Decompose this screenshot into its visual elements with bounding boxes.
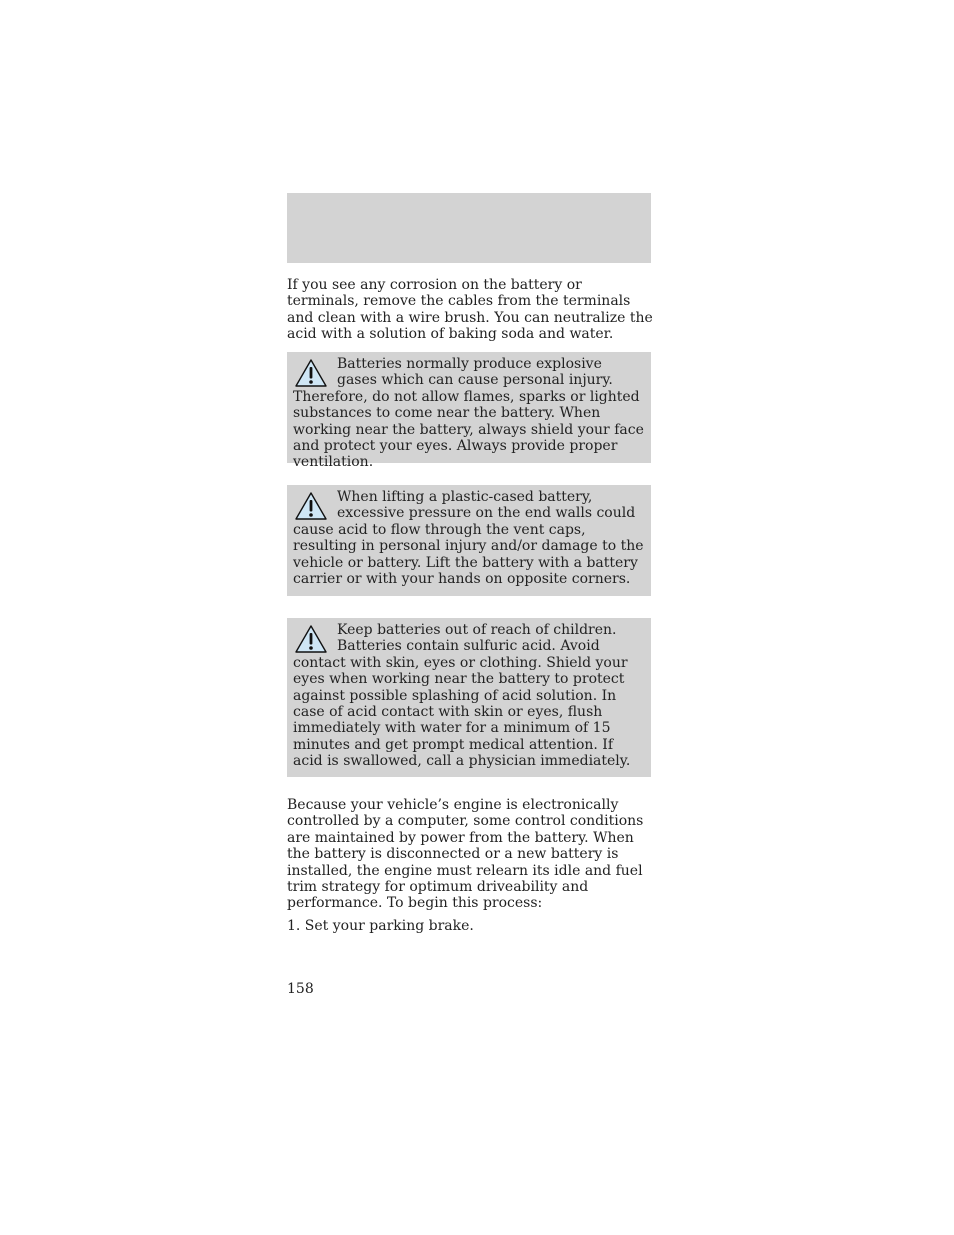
- warning-text: Batteries normally produce explosive gases which can cause personal injury. Therefore, do not allow flames, sparks or lighted substances to come near the battery. When working near the battery, always shield your face and protect your eyes. Always provide proper ventilation.: [293, 356, 644, 471]
- warning-triangle-icon: [294, 491, 328, 521]
- warning-box-lifting-battery: [287, 485, 651, 596]
- warning-text: When lifting a plastic-cased battery, excessive pressure on the end walls could cause acid to flow through the vent caps, resulting in personal injury and/or damage to the vehicle or battery. Lift the battery with a battery carrier or with your hands on opposite corners.: [293, 489, 644, 588]
- page-number: 158: [287, 981, 314, 997]
- section-header-band: [287, 193, 651, 263]
- warning-box-sulfuric-acid: [287, 618, 651, 777]
- warning-triangle-icon: [294, 624, 328, 654]
- intro-paragraph: If you see any corrosion on the battery or terminals, remove the cables from the terminals and clean with a wire brush. You can neutralize the acid with a solution of baking soda and water.: [287, 277, 653, 343]
- warning-text: Keep batteries out of reach of children. Batteries contain sulfuric acid. Avoid contact with skin, eyes or clothing. Shield your eyes when working near the battery to protect against possible splashing of acid solution. In case of acid contact with skin or eyes, flush immediately with water for a minimum of 15 minutes and get prompt medical attention. If acid is swallowed, call a physician immediately.: [293, 622, 631, 770]
- body-paragraph: Because your vehicle’s engine is electronically controlled by a computer, some control conditions are maintained by power from the battery. When the battery is disconnected or a new battery is installed, the engine must relearn its idle and fuel trim strategy for optimum driveability and performance. To begin this process:: [287, 797, 644, 912]
- step-1: 1. Set your parking brake.: [287, 918, 474, 934]
- warning-triangle-icon: [294, 358, 328, 388]
- warning-box-explosive-gases: [287, 352, 651, 471]
